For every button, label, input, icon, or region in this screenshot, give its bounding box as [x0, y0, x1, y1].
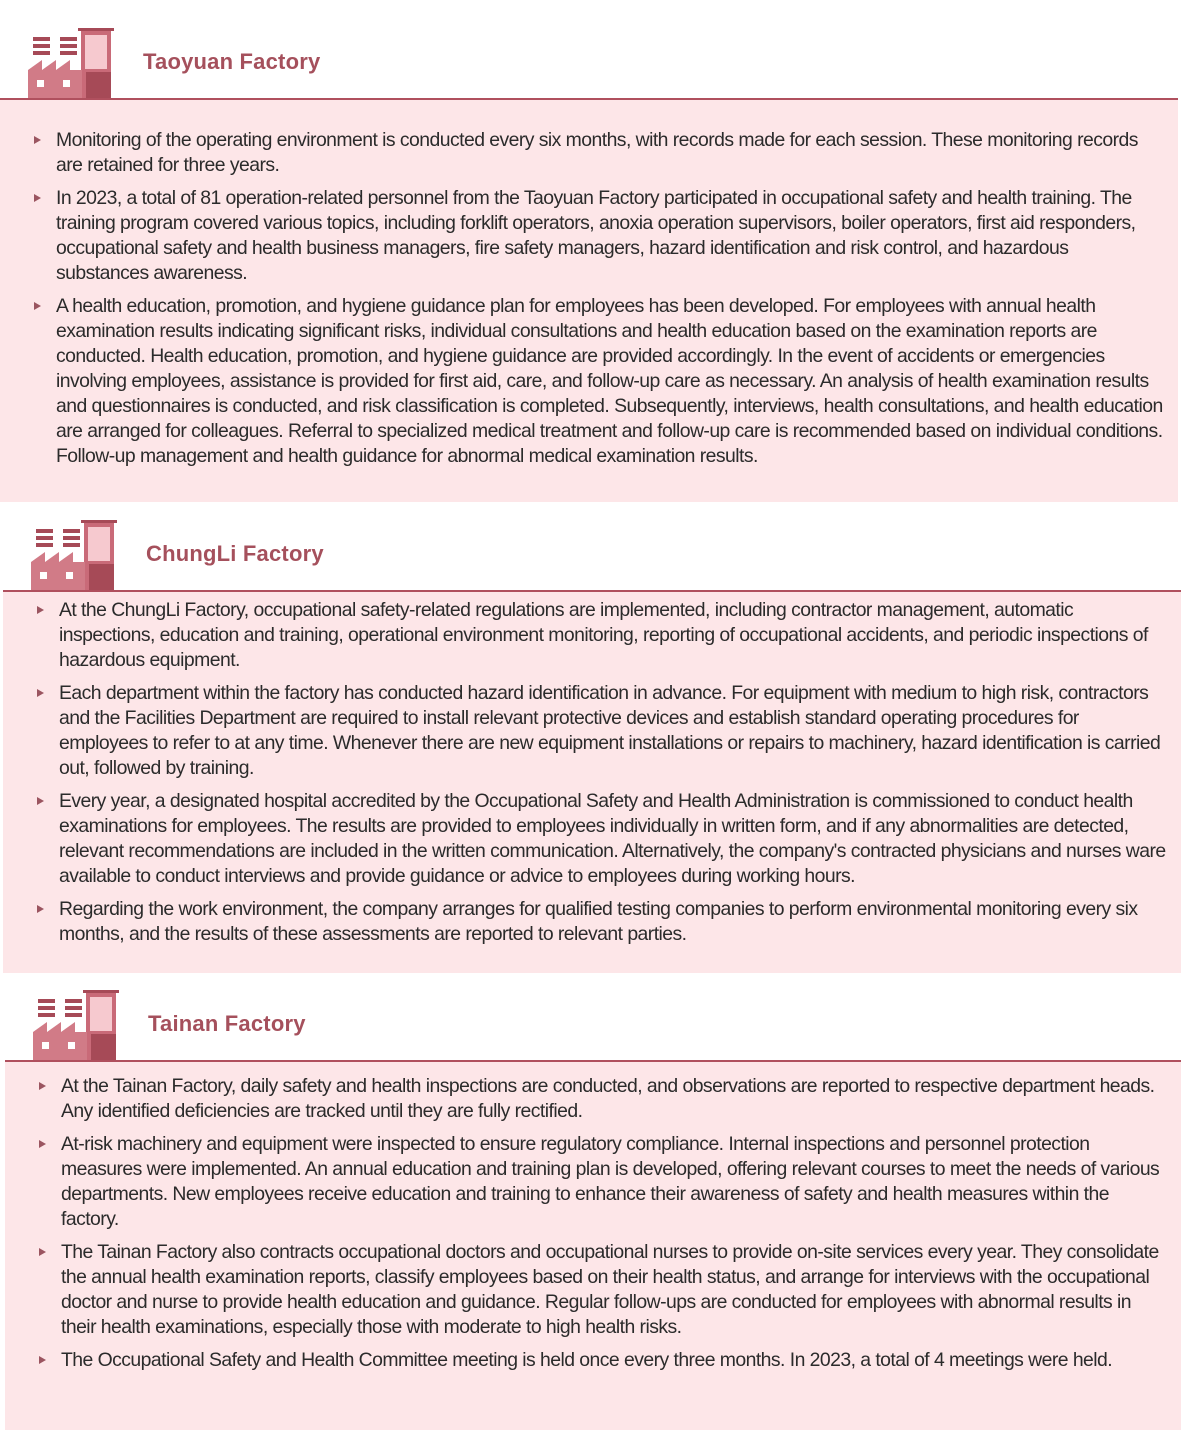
- bullet-icon: [39, 1082, 46, 1090]
- item-text: Monitoring of the operating environment is conducted every six months, with records made for each session. These monitoring records are retained for three years.: [56, 129, 1138, 176]
- list-item: [0, 294, 1178, 469]
- item-text: The Tainan Factory also contracts occupational doctors and occupational nurses to provide on-site services every year. They consolidate the annual health examination reports, classify employees based on their health status, and arrange for interviews with the occupational doctor and nurse to provide health education and guidance. Regular follow-ups are conducted for employees with abnormal results in their health examinations, especially those with moderate to high health risks.: [61, 1241, 1159, 1338]
- list-item: [0, 186, 1178, 286]
- item-text: In 2023, a total of 81 operation-related personnel from the Taoyuan Factory participated in occupational safety and health training. The training program covered various topics, including forklift operators, anoxia operation supervisors, boiler operators, first aid responders, occupational safety and health business managers, fire safety managers, hazard identification and risk control, and hazardous substances awareness.: [56, 187, 1136, 284]
- divider: [3, 590, 1181, 592]
- section-body: [0, 100, 1178, 502]
- list-item: [0, 128, 1178, 178]
- section-tainan: [5, 988, 1181, 1430]
- bullet-icon: [37, 689, 44, 697]
- section-header: [0, 26, 1178, 100]
- item-text: At the ChungLi Factory, occupational safety-related regulations are implemented, including contractor management, automatic inspections, education and training, operational environment monitoring, reporting of occupational accidents, and periodic inspections of hazardous equipment.: [59, 599, 1148, 671]
- list-item: [5, 1074, 1181, 1124]
- list-item: [3, 681, 1181, 781]
- section-header: [3, 518, 1181, 592]
- bullet-list: [0, 128, 1178, 469]
- factory-icon: [31, 988, 123, 1062]
- list-item: [5, 1348, 1181, 1373]
- bullet-icon: [39, 1248, 46, 1256]
- factory-icon: [29, 518, 121, 592]
- item-text: At-risk machinery and equipment were inspected to ensure regulatory compliance. Internal inspections and personnel protection measures were implemented. An annual education and training plan is developed, offering relevant courses to meet the needs of various departments. New employees receive education and training to enhance their awareness of safety and health measures within the factory.: [61, 1133, 1160, 1230]
- item-text: The Occupational Safety and Health Committee meeting is held once every three months. In 2023, a total of 4 meetings were held.: [61, 1349, 1113, 1371]
- bullet-icon: [34, 194, 41, 202]
- item-text: A health education, promotion, and hygiene guidance plan for employees has been developed. For employees with annual health examination results indicating significant risks, individual consultations and health education based on the examination reports are conducted. Health education, promotion, and hygiene guidance are provided accordingly. In the event of accidents or emergencies involving employees, assistance is provided for first aid, care, and follow-up care as necessary. An analysis of health examination results and questionnaires is conducted, and risk classification is completed. Subsequently, interviews, health consultations, and health education are arranged for colleagues. Referral to specialized medical treatment and follow-up care is recommended based on individual conditions. Follow-up management and health guidance for abnormal medical examination results.: [56, 295, 1163, 467]
- divider: [0, 98, 1178, 100]
- list-item: [3, 897, 1181, 947]
- bullet-list: [5, 1074, 1181, 1373]
- bullet-icon: [34, 302, 41, 310]
- item-text: At the Tainan Factory, daily safety and health inspections are conducted, and observations are reported to respective department heads. Any identified deficiencies are tracked until they are fully rectified.: [61, 1075, 1155, 1122]
- list-item: [5, 1240, 1181, 1340]
- bullet-icon: [39, 1140, 46, 1148]
- section-header: [5, 988, 1181, 1062]
- section-title: ChungLi Factory: [146, 541, 324, 566]
- bullet-icon: [37, 797, 44, 805]
- bullet-icon: [39, 1356, 46, 1364]
- list-item: [3, 789, 1181, 889]
- bullet-icon: [34, 136, 41, 144]
- list-item: [5, 1132, 1181, 1232]
- bullet-icon: [37, 606, 44, 614]
- section-taoyuan: [0, 26, 1178, 502]
- section-title: Taoyuan Factory: [143, 49, 321, 74]
- section-body: [5, 1062, 1181, 1430]
- section-body: [3, 592, 1181, 973]
- bullet-list: [3, 598, 1181, 947]
- bullet-icon: [37, 905, 44, 913]
- divider: [5, 1060, 1181, 1062]
- section-title: Tainan Factory: [148, 1011, 306, 1036]
- section-chungli: [3, 518, 1181, 973]
- item-text: Each department within the factory has conducted hazard identification in advance. For equipment with medium to high risk, contractors and the Facilities Department are required to install relevant protective devices and establish standard operating procedures for employees to refer to at any time. Whenever there are new equipment installations or repairs to machinery, hazard identification is carried out, followed by training.: [59, 682, 1161, 779]
- item-text: Regarding the work environment, the company arranges for qualified testing companies to perform environmental monitoring every six months, and the results of these assessments are reported to relevant parties.: [59, 898, 1138, 945]
- item-text: Every year, a designated hospital accredited by the Occupational Safety and Health Administration is commissioned to conduct health examinations for employees. The results are provided to employees individually in written form, and if any abnormalities are detected, relevant recommendations are included in the written communication. Alternatively, the company's contracted physicians and nurses ware available to conduct interviews and provide guidance or advice to employees during working hours.: [59, 790, 1166, 887]
- list-item: [3, 598, 1181, 673]
- factory-icon: [26, 26, 118, 100]
